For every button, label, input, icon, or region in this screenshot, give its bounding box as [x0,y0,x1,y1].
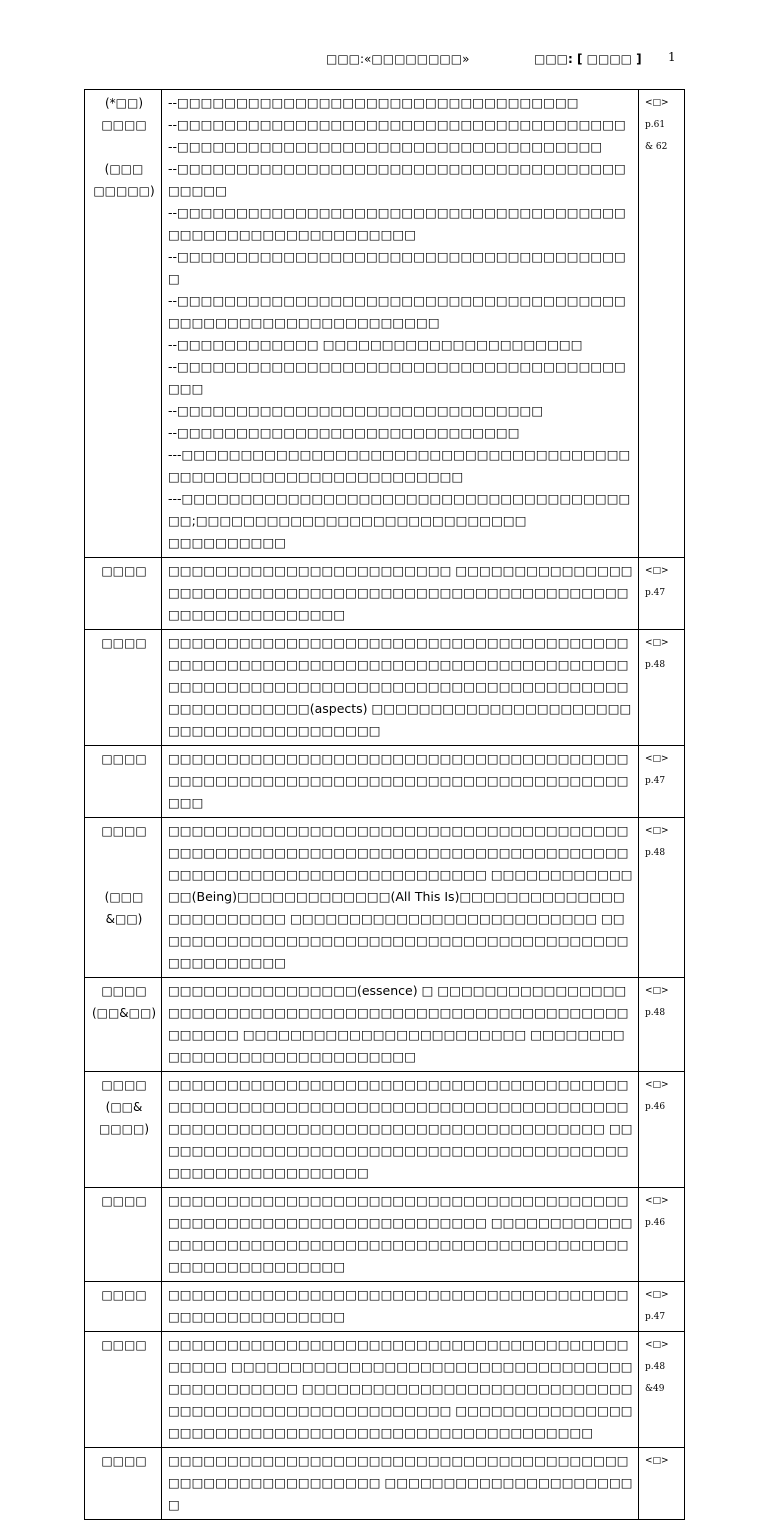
page-reference: p.47 [645,776,666,786]
term-label: □□□□ [101,824,147,838]
page-reference: p.48 [645,1362,666,1372]
term-label: (□□□ [104,890,144,904]
table-row [85,978,685,1072]
term-label: (□□□ [104,162,144,176]
term-cell [85,1282,162,1332]
page-reference: & 62 [645,142,668,152]
page-reference-cell [639,1332,685,1448]
term-cell [85,1448,162,1520]
note-text-cell [162,1282,639,1332]
term-cell [85,1072,162,1188]
page-reference-cell [639,1072,685,1188]
page-reference-cell [639,818,685,978]
table-row [85,746,685,818]
page-reference: <□> [645,98,669,108]
term-label: □□□□ [101,1454,147,1468]
term-cell [85,558,162,630]
note-line: □□□□□□□□□□□□□□□□□□□□□□□□□□□□□□□□□□□□□□□□□□□□□□□□□□□□□□□□□□□□□□□□□□□□□□□□□□□□□□□□□□□□□□□□□□□□□□□□□□□□□□□□□□□□□□□□□□□ □□□□□□□□□□□□□□□□□□□□□□□□□□□□□□□□□□□□□□□□□□□□□□□□□□□□□□□□□□ [168,1077,633,1180]
page-reference: p.48 [645,848,666,858]
term-label: □□□□ [101,984,147,998]
term-label: &□□) [105,912,143,926]
note-line: --□□□□□□□□□□□□□□□□□□□□□□□□□□□□□□□□□□□□□□□ [168,249,626,286]
note-text-cell [162,90,639,558]
term-label: □□□□ [101,1194,147,1208]
term-label: (□□&□□) [91,1006,157,1020]
term-label: □□□□) [98,1122,150,1136]
note-line: --□□□□□□□□□□□□□□□□□□□□□□□□□□□□□□□□□□□□□□ [168,117,626,132]
table-row [85,630,685,746]
page-reference: <□> [645,754,669,764]
page-reference-cell [639,558,685,630]
note-text-cell [162,818,639,978]
table-row [85,1448,685,1520]
note-line: □□□□□□□□□□□□□□□□□□□□□□□□ □□□□□□□□□□□□□□□□□□□□□□□□□□□□□□□□□□□□□□□□□□□□□□□□□□□□□□□□□□□□□□□□□□□□□ [168,563,633,622]
page-reference-cell [639,1448,685,1520]
term-label: □□□□ [101,1078,147,1092]
term-label: □□□□ [101,564,147,578]
page-reference: <□> [645,1290,669,1300]
page-reference-cell [639,746,685,818]
page-reference: <□> [645,1196,669,1206]
note-line: --□□□□□□□□□□□□□□□□□□□□□□□□□□□□□□□□□□□□□□□□□□□□□□□□□□□□□□□□□□□ [168,205,626,242]
note-text-cell [162,978,639,1072]
page-reference-cell [639,1282,685,1332]
page-reference: <□> [645,986,669,996]
term-label: □□□□ [101,752,147,766]
note-text-cell [162,630,639,746]
note-line: □□□□□□□□□□□□□□□□□□□□□□□□□□□□□□□□□□□□□□□□□□□□□□□□□□□□□□□□□□□□□□□□□□□□□□□□□□□□□□□□□□□□□□□□□□□□□□□□□□□□□□□□□ □□□□□□□□□□□□□□(Being)□□□□□□□□□□□□□(All This Is)□□□□□□□□□□□□□□□□□□□□□□□□ □□□□□□□□□□□□□□□□□□□□□□□□□□ □□□□□□□□□□□□□□□□□□□□□□□□□□□□□□□□□□□□□□□□□□□□□□□□□□□ [168,823,633,970]
note-text-cell [162,746,639,818]
table-row [85,818,685,978]
note-line: □□□□□□□□□□□□□□□□□□□□□□□□□□□□□□□□□□□□□□□□□□□□□□□□□□□□□□□□□□□□□□□□□□ □□□□□□□□□□□□□□□□□□□□□□□□□□□□□□□□□□□□□□□□□□□□□□□□□□□□□□□□□□□□□□□□□□ [168,1193,633,1274]
page-reference: &49 [645,1384,665,1394]
term-label: (*□□) [104,96,144,110]
table-row [85,1188,685,1282]
notes-table [84,89,685,1520]
page-reference: <□> [645,826,669,836]
term-cell [85,630,162,746]
note-line: □□□□□□□□□□ [168,535,287,550]
page-reference: p.47 [645,588,666,598]
page-reference: p.48 [645,1008,666,1018]
note-line: □□□□□□□□□□□□□□□□(essence) □ □□□□□□□□□□□□□□□□□□□□□□□□□□□□□□□□□□□□□□□□□□□□□□□□□□□□□□□□□□□□□ □□□□□□□□□□□□□□□□□□□□□□□□ □□□□□□□□□□□□□□□□□□□□□□□□□□□□□ [168,983,629,1064]
note-line: --□□□□□□□□□□□□ □□□□□□□□□□□□□□□□□□□□□□ [168,337,583,352]
term-spacer [91,864,157,886]
term-label: □□□□□) [93,184,155,198]
page-reference-cell [639,978,685,1072]
note-text-cell [162,1188,639,1282]
term-spacer [91,136,157,158]
note-text-cell [162,1448,639,1520]
term-cell [85,1332,162,1448]
page-number: 1 [668,50,676,64]
note-line: --□□□□□□□□□□□□□□□□□□□□□□□□□□□□□□□□□□□□ [168,139,603,154]
note-line: ---□□□□□□□□□□□□□□□□□□□□□□□□□□□□□□□□□□□□□□□□;□□□□□□□□□□□□□□□□□□□□□□□□□□□□ [168,491,631,528]
page-reference-cell [639,1188,685,1282]
term-spacer [91,842,157,864]
page-reference: p.61 [645,120,666,130]
term-label: (□□& [105,1100,143,1114]
note-line: --□□□□□□□□□□□□□□□□□□□□□□□□□□□□□□□□□□□□□□□□□□□ [168,161,626,198]
note-text-cell [162,1072,639,1188]
note-line: --□□□□□□□□□□□□□□□□□□□□□□□□□□□□□□□□□□ [168,95,579,110]
page-reference: p.48 [645,660,666,670]
note-line: □□□□□□□□□□□□□□□□□□□□□□□□□□□□□□□□□□□□□□□□□□□□□□□□□□□□□□□□□□□□□□□□□□□□□□□□□□□□□□□□□ [168,751,629,810]
note-line: --□□□□□□□□□□□□□□□□□□□□□□□□□□□□□ [168,425,520,440]
page-reference: <□> [645,1080,669,1090]
note-line: □□□□□□□□□□□□□□□□□□□□□□□□□□□□□□□□□□□□□□□□□□□□□□□□□□□□□□ [168,1287,629,1324]
term-cell [85,90,162,558]
term-label: □□□□ [101,1288,147,1302]
term-label: □□□□ [101,118,147,132]
page-reference-cell [639,90,685,558]
table-row [85,90,685,558]
page-reference: p.46 [645,1102,666,1112]
page-reference: <□> [645,638,669,648]
note-text-cell [162,558,639,630]
page-header [0,50,768,70]
note-text-cell [162,1332,639,1448]
table-row [85,1282,685,1332]
page-reference: p.46 [645,1218,666,1228]
term-label: □□□□ [101,636,147,650]
notes-table-body [85,90,685,1520]
table-row [85,558,685,630]
note-line: --□□□□□□□□□□□□□□□□□□□□□□□□□□□□□□□□□□□□□□□□□ [168,359,626,396]
page-reference: p.47 [645,1312,666,1322]
page-reference: <□> [645,1456,669,1466]
book-title: □□□:«□□□□□□□□» [326,52,470,66]
chapter-title: □□□: [ □□□□ ] [534,52,642,66]
note-line: --□□□□□□□□□□□□□□□□□□□□□□□□□□□□□□□ [168,403,544,418]
table-row [85,1072,685,1188]
table-row [85,1332,685,1448]
term-cell [85,818,162,978]
term-cell [85,1188,162,1282]
page-reference: <□> [645,566,669,576]
page-reference-cell [639,630,685,746]
note-line: ---□□□□□□□□□□□□□□□□□□□□□□□□□□□□□□□□□□□□□□□□□□□□□□□□□□□□□□□□□□□□□□□ [168,447,631,484]
note-line: □□□□□□□□□□□□□□□□□□□□□□□□□□□□□□□□□□□□□□□□□□□□ □□□□□□□□□□□□□□□□□□□□□□□□□□□□□□□□□□□□□□□□□□□□□ □□□□□□□□□□□□□□□□□□□□□□□□□□□□□□□□□□□□□□□□□□□□□□□□□□□□ □□□□□□□□□□□□□□□□□□□□□□□□□□□□□□□□□□□□□□□□□□□□□□□□□□□ [168,1337,633,1440]
note-line: □□□□□□□□□□□□□□□□□□□□□□□□□□□□□□□□□□□□□□□□□□□□□□□□□□□□□□□□□□□□□□□□□□□□□□□□□□□□□□□□□□□□□□□□□□□□□□□□□□□□□□□□□□□□□□□□□□□□□□□□□□□□□□□□□(aspects) □□□□□□□□□□□□□□□□□□□□□□□□□□□□□□□□□□□□□□□□ [168,635,632,738]
term-cell [85,978,162,1072]
page-reference: <□> [645,1340,669,1350]
term-label: □□□□ [101,1338,147,1352]
note-line: --□□□□□□□□□□□□□□□□□□□□□□□□□□□□□□□□□□□□□□□□□□□□□□□□□□□□□□□□□□□□□ [168,293,626,330]
note-line: □□□□□□□□□□□□□□□□□□□□□□□□□□□□□□□□□□□□□□□□□□□□□□□□□□□□□□□□□ □□□□□□□□□□□□□□□□□□□□□□ [168,1453,633,1512]
term-cell [85,746,162,818]
